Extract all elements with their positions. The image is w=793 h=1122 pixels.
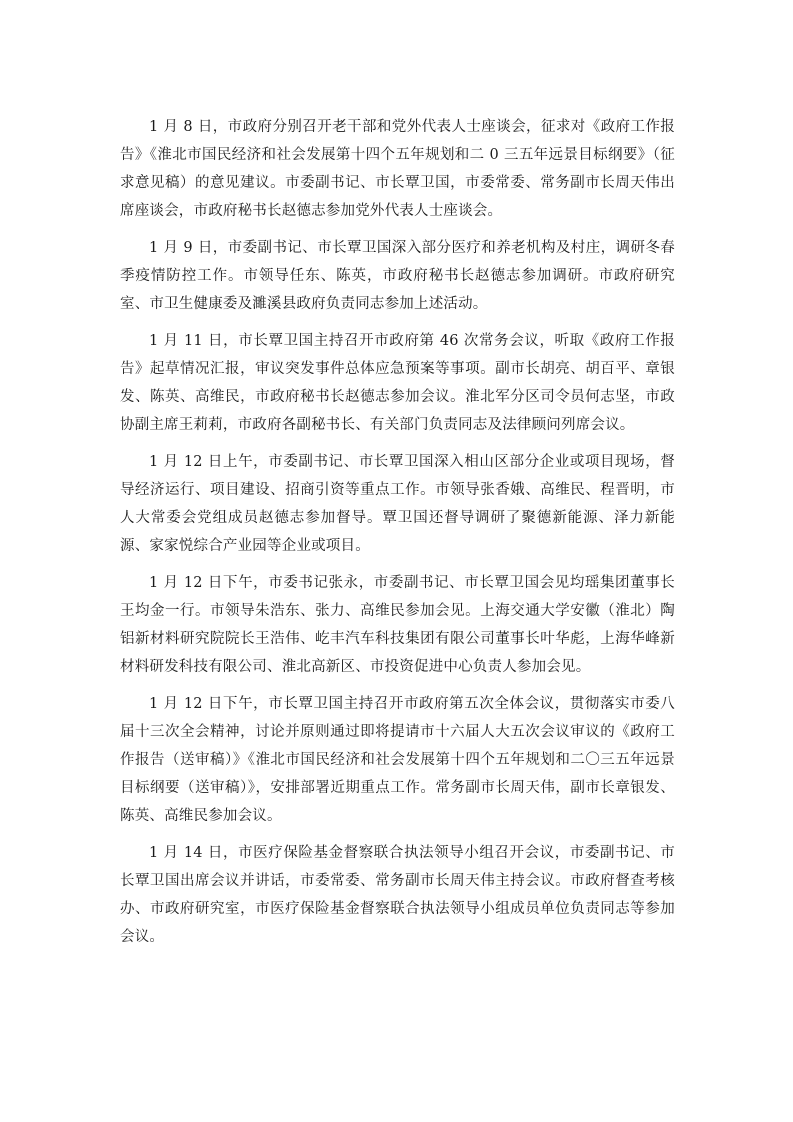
paragraph-jan-11: 1 月 11 日，市长覃卫国主持召开市政府第 46 次常务会议，听取《政府工作报告》起草情况汇报，审议突发事件总体应急预案等事项。副市长胡亮、胡百平、章银发、陈英、高维民，市政府秘书长赵德志参加会议。淮北军分区司令员何志坚，市政协副主席王莉莉，市政府各副秘书长、有关部门负责同志及法律顾问列席会议。: [120, 333, 675, 433]
paragraph-jan-12-morning: 1 月 12 日上午，市委副书记、市长覃卫国深入相山区部分企业或项目现场，督导经济运行、项目建设、招商引资等重点工作。市领导张香娥、高维民、程晋明，市人大常委会党组成员赵德志参加督导。覃卫国还督导调研了聚德新能源、泽力新能源、家家悦综合产业园等企业或项目。: [120, 454, 675, 554]
paragraph-jan-9: 1 月 9 日，市委副书记、市长覃卫国深入部分医疗和养老机构及村庄，调研冬春季疫情防控工作。市领导任东、陈英，市政府秘书长赵德志参加调研。市政府研究室、市卫生健康委及濉溪县政府负责同志参加上述活动。: [120, 240, 675, 312]
paragraph-jan-12-afternoon-meeting: 1 月 12 日下午，市委书记张永，市委副书记、市长覃卫国会见均瑶集团董事长王均金一行。市领导朱浩东、张力、高维民参加会见。上海交通大学安徽（淮北）陶铝新材料研究院院长王浩伟、屹丰汽车科技集团有限公司董事长叶华彪，上海华峰新材料研发科技有限公司、淮北高新区、市投资促进中心负责人参加会见。: [120, 575, 675, 675]
paragraph-jan-14: 1 月 14 日，市医疗保险基金督察联合执法领导小组召开会议，市委副书记、市长覃卫国出席会议并讲话，市委常委、常务副市长周天伟主持会议。市政府督查考核办、市政府研究室，市医疗保险基金督察联合执法领导小组成员单位负责同志等参加会议。: [120, 845, 675, 945]
paragraph-jan-12-afternoon-plenary: 1 月 12 日下午，市长覃卫国主持召开市政府第五次全体会议，贯彻落实市委八届十三次全会精神，讨论并原则通过即将提请市十六届人大五次会议审议的《政府工作报告（送审稿）》《淮北市国民经济和社会发展第十四个五年规划和二〇三五年远景目标纲要（送审稿）》，安排部署近期重点工作。常务副市长周天伟，副市长章银发、陈英、高维民参加会议。: [120, 696, 675, 824]
paragraph-jan-8: 1 月 8 日，市政府分别召开老干部和党外代表人士座谈会，征求对《政府工作报告》《淮北市国民经济和社会发展第十四个五年规划和二 0 三五年远景目标纲要》（征求意见稿）的意见建议。市委副书记、市长覃卫国，市委常委、常务副市长周天伟出席座谈会，市政府秘书长赵德志参加党外代表人士座谈会。: [120, 119, 675, 219]
document-body: [120, 113, 675, 960]
